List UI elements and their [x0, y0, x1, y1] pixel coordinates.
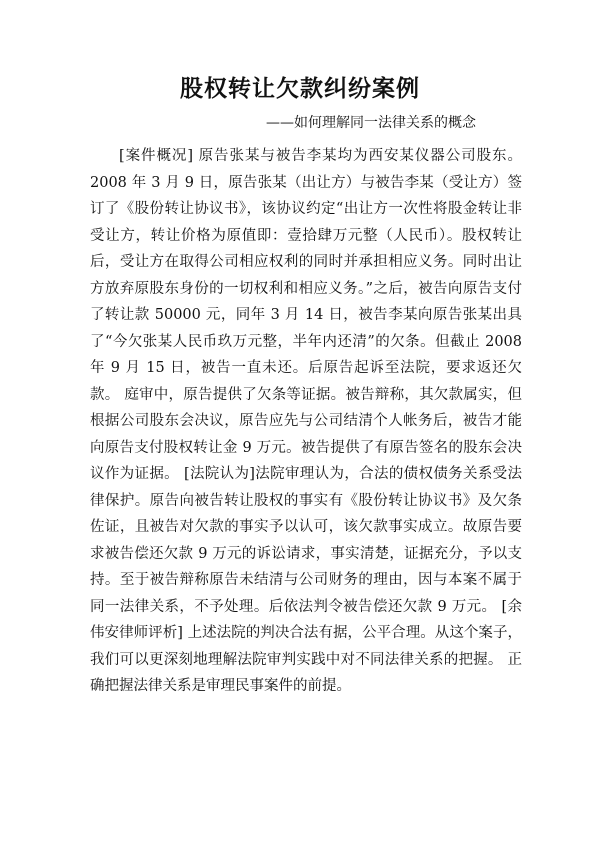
section-label-lawyer-analysis: [余伟安律师评析]: [90, 598, 523, 641]
section-label-case-overview: [案件概况]: [119, 148, 194, 164]
section-label-court-opinion: [法院认为]: [183, 466, 255, 482]
section-text-court-opinion: 法院审理认为，合法的债权债务关系受法律保护。原告向被告转让股权的事实有《股份转让协议书》及欠条佐证，且被告对欠款的事实予以认可，该欠款事实成立。故原告要求被告偿还欠款 9 万元的诉讼请求，事实清楚，证据充分，予以支持。至于被告辩称原告未结清与公司财务的理由，因与本案不属于同一法律关系，不予处理。后依法判令被告偿还欠款 9 万元。: [90, 466, 523, 615]
section-text-case-overview: 原告张某与被告李某均为西安某仪器公司股东。2008 年 3 月 9 日，原告张某（出让方）与被告李某（受让方）签订了《股份转让协议书》，该协议约定“出让方一次性将股金转让非受让方，转让价格为原值即：壹拾肆万元整（人民币）。股权转让后，受让方在取得公司相应权利的同时并承担相应义务。同时出让方放弃原股东身份的一切权利和相应义务。”之后，被告向原告支付了转让款 50000 元，同年 3 月 14 日，被告李某向原告张某出具了“今欠张某人民币玖万元整，半年内还清”的欠条。但截止 2008 年 9 月 15 日，被告一直未还。后原告起诉至法院，要求返还欠款。 庭审中，原告提供了欠条等证据。被告辩称，其欠款属实，但根据公司股东会决议，原告应先与公司结清个人帐务后，被告才能向原告支付股权转让金 9 万元。被告提供了有原告签名的股东会决议作为证据。: [90, 148, 523, 482]
document-title: 股权转让欠款纠纷案例: [180, 75, 420, 102]
document-body: [90, 143, 522, 700]
document-subtitle: ——如何理解同一法律关系的概念: [266, 115, 476, 131]
section-text-lawyer-analysis: 上述法院的判决合法有据，公平合理。从这个案子，我们可以更深刻地理解法院审判实践中对不同法律关系的把握。 正确把握法律关系是审理民事案件的前提。: [90, 625, 523, 694]
